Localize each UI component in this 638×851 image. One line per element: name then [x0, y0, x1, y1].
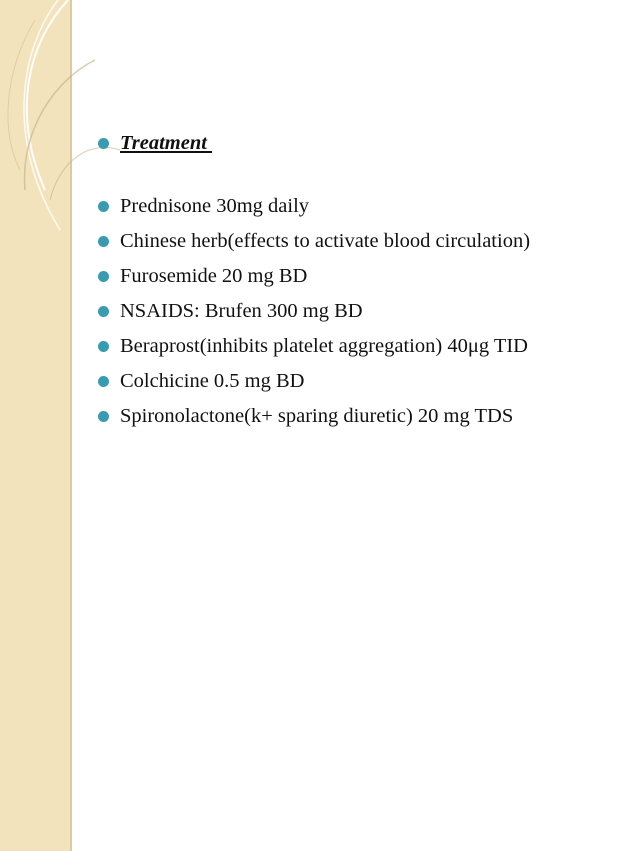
list-item-text: Chinese herb(effects to activate blood circulation) — [120, 230, 531, 252]
list-item-text: Colchicine 0.5 mg BD — [120, 370, 305, 392]
list-item — [98, 333, 598, 360]
list-item — [98, 298, 598, 325]
bullet-icon — [98, 138, 109, 149]
list-item — [98, 263, 598, 290]
list-item — [98, 403, 598, 430]
list-item — [98, 193, 598, 220]
list-item — [98, 368, 598, 395]
bullet-icon — [98, 341, 109, 352]
list-item — [98, 228, 598, 255]
bullet-icon — [98, 201, 109, 212]
list-item-text: Furosemide 20 mg BD — [120, 265, 308, 287]
treatment-heading: Treatment — [120, 132, 213, 154]
list-item-text: NSAIDS: Brufen 300 mg BD — [120, 300, 363, 322]
bullet-icon — [98, 271, 109, 282]
bullet-icon — [98, 411, 109, 422]
list-item-text: Beraprost(inhibits platelet aggregation) 40μg TID — [120, 335, 528, 357]
bullet-icon — [98, 306, 109, 317]
list-item-text: Spironolactone(k+ sparing diuretic) 20 mg TDS — [120, 405, 514, 427]
bullet-icon — [98, 376, 109, 387]
slide-content — [98, 130, 598, 438]
bullet-icon — [98, 236, 109, 247]
treatment-heading-row — [98, 130, 598, 157]
list-item-text: Prednisone 30mg daily — [120, 195, 310, 217]
